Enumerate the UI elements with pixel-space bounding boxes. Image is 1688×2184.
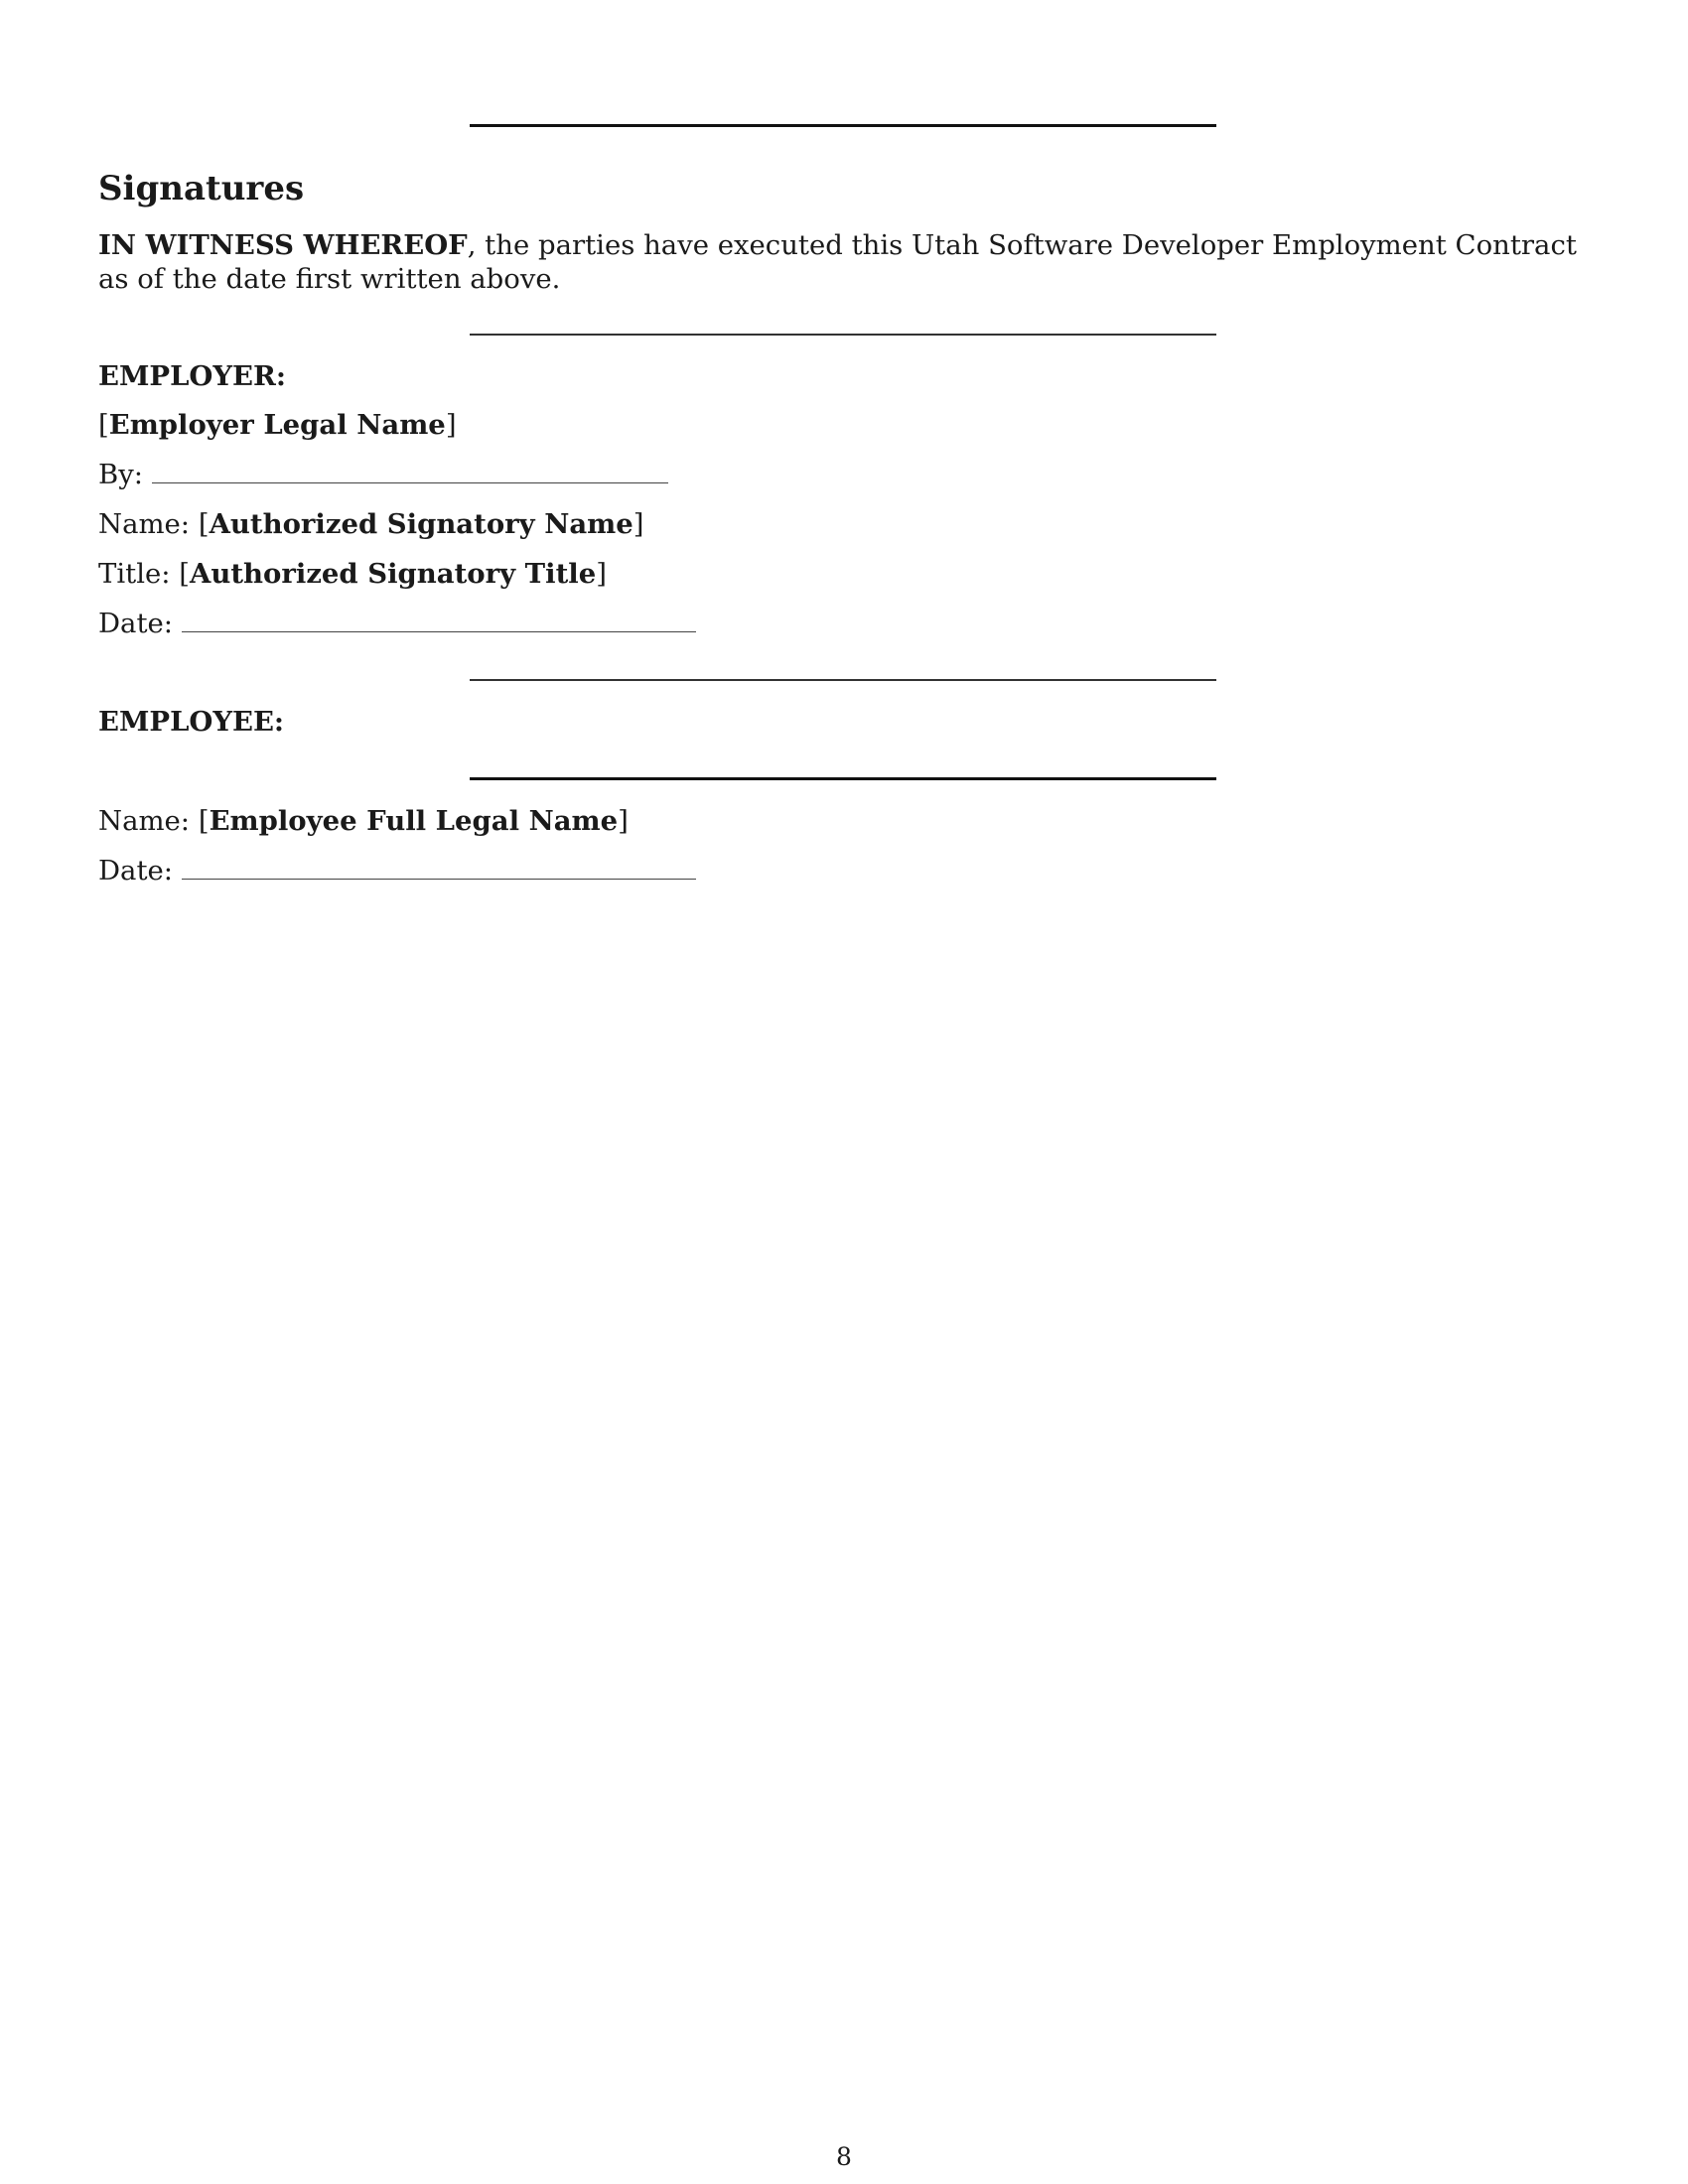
witness-lead: IN WITNESS WHEREOF xyxy=(98,229,468,261)
employee-date-blank[interactable] xyxy=(182,857,696,880)
employer-date-line xyxy=(98,607,696,640)
witness-paragraph xyxy=(98,228,1598,296)
employee-signature-line[interactable] xyxy=(470,777,1216,780)
employer-title-line: Title: [Authorized Signatory Title] xyxy=(98,558,607,590)
employee-name-line: Name: [Employee Full Legal Name] xyxy=(98,805,629,837)
employer-name-label: Name: xyxy=(98,508,191,540)
employer-signatory-name: Authorized Signatory Name xyxy=(209,508,633,540)
employee-name-label: Name: xyxy=(98,805,191,837)
section-divider-top xyxy=(470,124,1216,127)
employer-date-label: Date: xyxy=(98,608,174,639)
employer-title-label: Title: xyxy=(98,558,171,590)
employer-legal-name: [Employer Legal Name] xyxy=(98,409,457,441)
divider-employer xyxy=(470,334,1216,336)
employer-signatory-title: Authorized Signatory Title xyxy=(190,558,597,590)
employee-label: EMPLOYEE: xyxy=(98,706,285,738)
employer-date-blank[interactable] xyxy=(182,610,696,632)
employer-label: EMPLOYER: xyxy=(98,360,286,392)
page-number: 8 xyxy=(836,2142,852,2171)
employee-date-label: Date: xyxy=(98,855,174,887)
divider-employee xyxy=(470,679,1216,681)
employer-signature-blank[interactable] xyxy=(152,461,668,483)
witness-text: , the parties have executed this Utah Software Developer Employment Contract as of the date first written above. xyxy=(98,229,1577,295)
employer-legal-name-placeholder: Employer Legal Name xyxy=(108,409,446,441)
employer-name-line: Name: [Authorized Signatory Name] xyxy=(98,508,644,540)
employee-date-line xyxy=(98,854,696,887)
employer-by-label: By: xyxy=(98,459,144,490)
employee-full-name: Employee Full Legal Name xyxy=(209,805,619,837)
section-heading: Signatures xyxy=(98,169,305,208)
employer-by-line xyxy=(98,458,668,491)
